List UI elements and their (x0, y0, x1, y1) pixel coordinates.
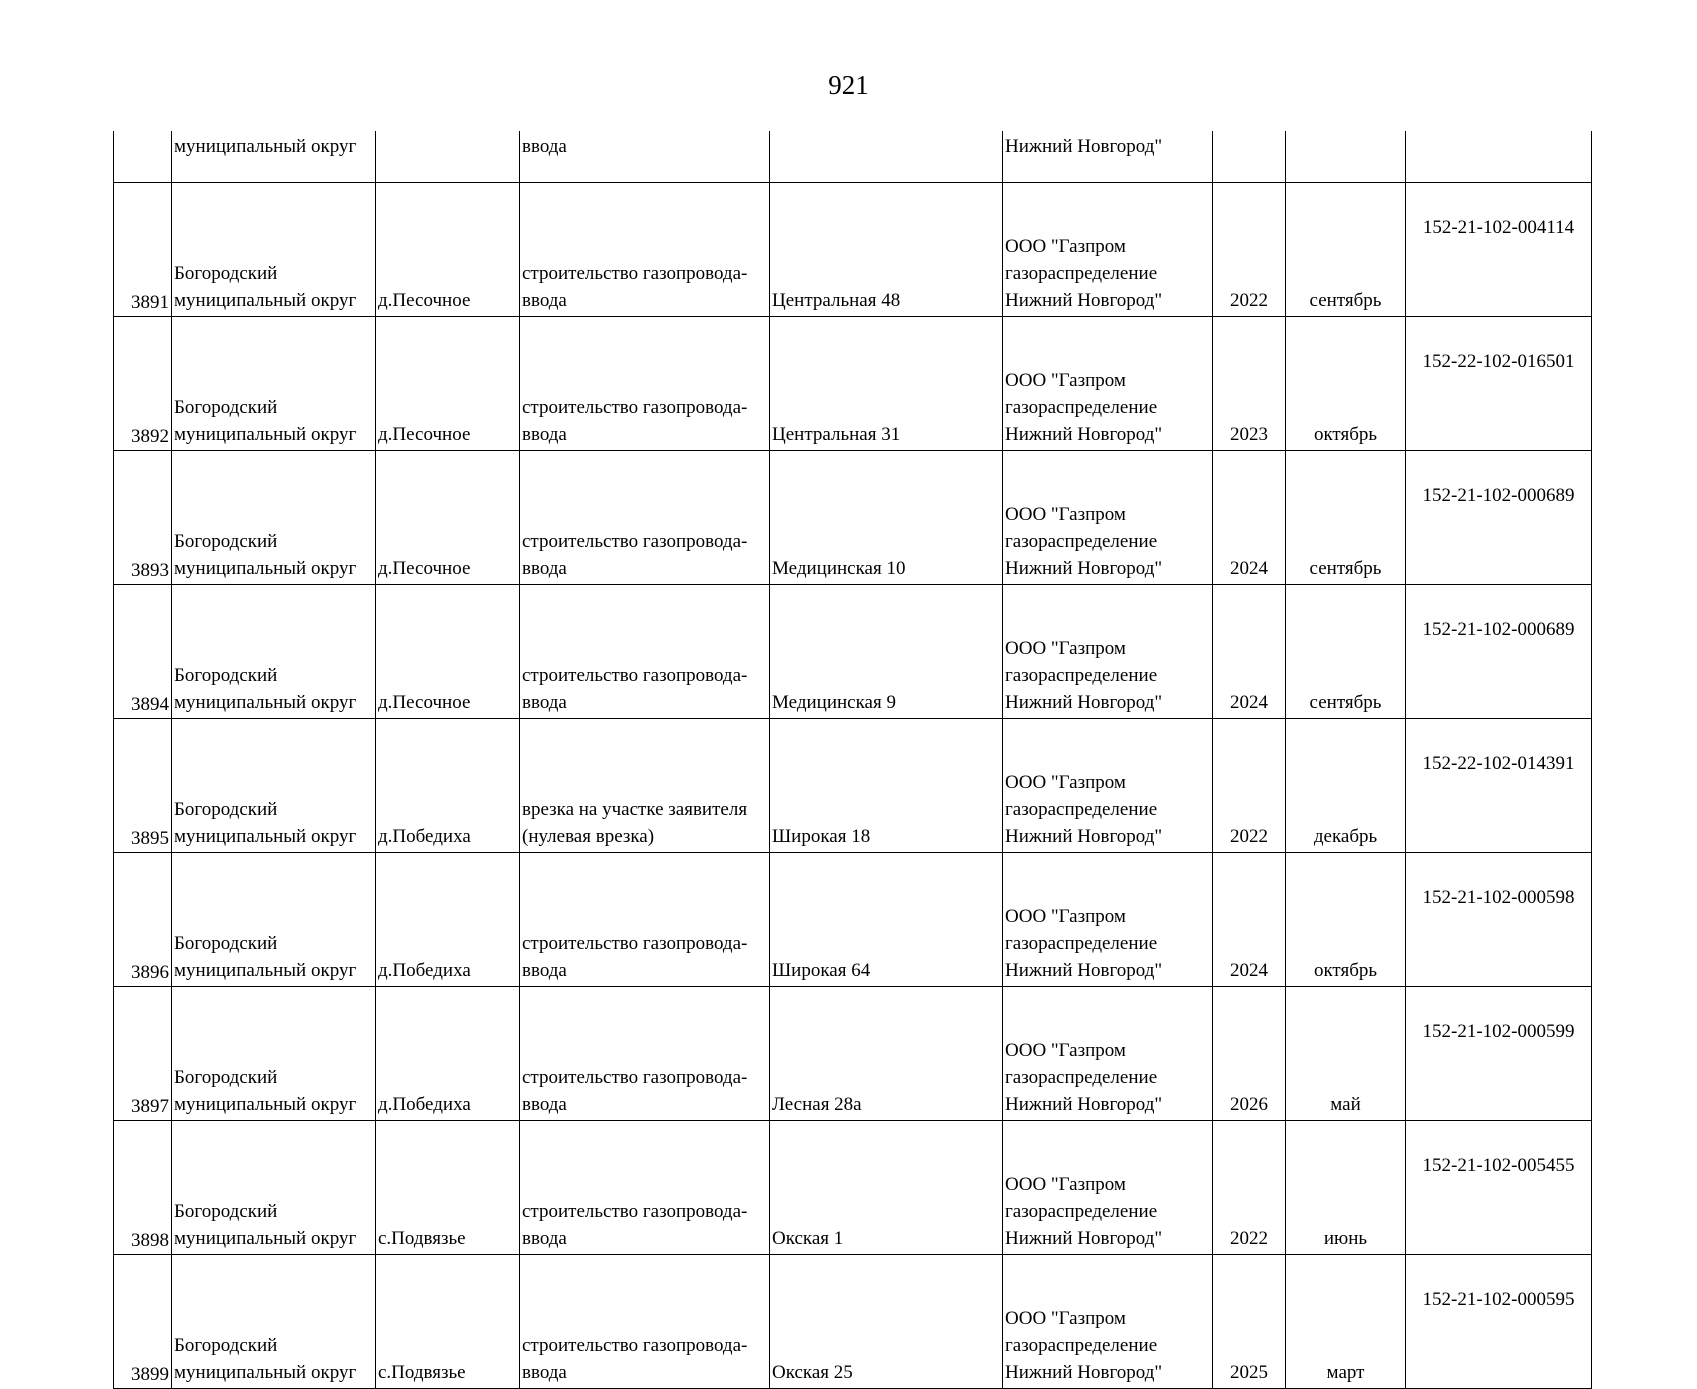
cell-org-line: Нижний Новгород" (1005, 558, 1163, 579)
cell-district-line: Богородский (174, 799, 278, 820)
cell-org: Нижний Новгород" (1003, 131, 1213, 183)
cell-code: 152-21-102-000599 (1406, 987, 1592, 1121)
cell-district: муниципальный округ (172, 131, 376, 183)
cell-district-line: Богородский (174, 263, 278, 284)
cell-locality: д.Песочное (376, 317, 520, 451)
cell-district (172, 1121, 376, 1255)
cell-org-line: газораспределение (1005, 397, 1158, 418)
cell-work-line: строительство газопровода- (522, 933, 748, 954)
cell-num: 3892 (114, 317, 172, 451)
cell-work-line: врезка на участке заявителя (522, 799, 748, 820)
cell-org-line: ООО "Газпром (1005, 638, 1126, 659)
cell-org-line: газораспределение (1005, 263, 1158, 284)
cell-month: сентябрь (1286, 585, 1406, 719)
cell-org-line: ООО "Газпром (1005, 504, 1126, 525)
cell-num: 3899 (114, 1255, 172, 1389)
cell-year: 2024 (1213, 585, 1286, 719)
cell-org (1003, 317, 1213, 451)
cell-org-line: газораспределение (1005, 1067, 1158, 1088)
cell-locality: с.Подвязье (376, 1255, 520, 1389)
cell-work-line: ввода (522, 692, 567, 713)
cell-work-line: строительство газопровода- (522, 531, 748, 552)
cell-year: 2025 (1213, 1255, 1286, 1389)
cell-work: ввода (520, 131, 770, 183)
cell-address: Окская 1 (770, 1121, 1003, 1255)
page-number: 921 (828, 70, 869, 100)
cell-org-line: ООО "Газпром (1005, 1308, 1126, 1329)
cell-district (172, 853, 376, 987)
cell-org-line: газораспределение (1005, 1335, 1158, 1356)
continuation-row (114, 131, 1592, 183)
cell-num: 3891 (114, 183, 172, 317)
cell-org-line: газораспределение (1005, 933, 1158, 954)
cell-org-line: газораспределение (1005, 799, 1158, 820)
cell-org-line: газораспределение (1005, 1201, 1158, 1222)
cell-locality: д.Песочное (376, 183, 520, 317)
cell-district-line: муниципальный округ (174, 1094, 357, 1115)
cell-org (1003, 451, 1213, 585)
cell-year: 2024 (1213, 853, 1286, 987)
cell-district-line: Богородский (174, 665, 278, 686)
table-row (114, 853, 1592, 987)
cell-address: Центральная 31 (770, 317, 1003, 451)
cell-month: декабрь (1286, 719, 1406, 853)
cell-address: Лесная 28а (770, 987, 1003, 1121)
cell-address: Широкая 64 (770, 853, 1003, 987)
cell-locality: д.Победиха (376, 853, 520, 987)
cell-district-line: Богородский (174, 933, 278, 954)
cell-work-line: строительство газопровода- (522, 1335, 748, 1356)
cell-work (520, 585, 770, 719)
cell-address: Медицинская 9 (770, 585, 1003, 719)
cell-district-line: муниципальный округ (174, 1362, 357, 1383)
cell-month (1286, 131, 1406, 183)
cell-org-line: Нижний Новгород" (1005, 692, 1163, 713)
cell-org-line: ООО "Газпром (1005, 1174, 1126, 1195)
cell-work-line: ввода (522, 424, 567, 445)
cell-org (1003, 585, 1213, 719)
cell-org (1003, 853, 1213, 987)
cell-address: Окская 25 (770, 1255, 1003, 1389)
cell-code: 152-22-102-016501 (1406, 317, 1592, 451)
cell-district-line: Богородский (174, 397, 278, 418)
cell-num: 3898 (114, 1121, 172, 1255)
cell-district-line: Богородский (174, 1335, 278, 1356)
cell-org-line: Нижний Новгород" (1005, 960, 1163, 981)
cell-district (172, 585, 376, 719)
cell-year: 2023 (1213, 317, 1286, 451)
cell-district-line: Богородский (174, 1067, 278, 1088)
cell-code: 152-21-102-000595 (1406, 1255, 1592, 1389)
cell-org-line: Нижний Новгород" (1005, 1362, 1163, 1383)
cell-work (520, 987, 770, 1121)
cell-org-line: Нижний Новгород" (1005, 290, 1163, 311)
cell-district (172, 451, 376, 585)
cell-org (1003, 987, 1213, 1121)
cell-work (520, 317, 770, 451)
cell-org-line: ООО "Газпром (1005, 772, 1126, 793)
cell-year: 2022 (1213, 183, 1286, 317)
cell-org-line: Нижний Новгород" (1005, 1094, 1163, 1115)
cell-work (520, 183, 770, 317)
cell-code: 152-21-102-000689 (1406, 585, 1592, 719)
table-row (114, 317, 1592, 451)
cell-address: Медицинская 10 (770, 451, 1003, 585)
cell-month: март (1286, 1255, 1406, 1389)
cell-district-line: муниципальный округ (174, 424, 357, 445)
cell-district-line: Богородский (174, 531, 278, 552)
cell-district-line: муниципальный округ (174, 1228, 357, 1249)
cell-work-line: ввода (522, 290, 567, 311)
cell-code: 152-21-102-000689 (1406, 451, 1592, 585)
cell-district (172, 1255, 376, 1389)
cell-month: октябрь (1286, 853, 1406, 987)
cell-org-line: ООО "Газпром (1005, 1040, 1126, 1061)
cell-org-line: газораспределение (1005, 531, 1158, 552)
cell-district-line: муниципальный округ (174, 826, 357, 847)
cell-year: 2022 (1213, 719, 1286, 853)
cell-month: октябрь (1286, 317, 1406, 451)
cell-num: 3893 (114, 451, 172, 585)
cell-locality: д.Песочное (376, 585, 520, 719)
cell-locality: д.Победиха (376, 987, 520, 1121)
cell-work (520, 451, 770, 585)
table-row (114, 1121, 1592, 1255)
cell-locality: д.Песочное (376, 451, 520, 585)
cell-org-line: Нижний Новгород" (1005, 1228, 1163, 1249)
cell-district-line: муниципальный округ (174, 960, 357, 981)
cell-district (172, 183, 376, 317)
table-row (114, 585, 1592, 719)
cell-org-line: Нижний Новгород" (1005, 826, 1163, 847)
cell-num: 3897 (114, 987, 172, 1121)
cell-locality: д.Победиха (376, 719, 520, 853)
cell-num: 3896 (114, 853, 172, 987)
cell-work-line: строительство газопровода- (522, 1201, 748, 1222)
table-row (114, 451, 1592, 585)
cell-work-line: строительство газопровода- (522, 1067, 748, 1088)
cell-code: 152-21-102-005455 (1406, 1121, 1592, 1255)
cell-year: 2026 (1213, 987, 1286, 1121)
cell-work-line: ввода (522, 1228, 567, 1249)
cell-code: 152-21-102-004114 (1406, 183, 1592, 317)
table-row (114, 183, 1592, 317)
cell-org-line: ООО "Газпром (1005, 236, 1126, 257)
cell-work (520, 1121, 770, 1255)
cell-address: Центральная 48 (770, 183, 1003, 317)
cell-work-line: строительство газопровода- (522, 263, 748, 284)
cell-district-line: Богородский (174, 1201, 278, 1222)
cell-month: июнь (1286, 1121, 1406, 1255)
table-row (114, 1255, 1592, 1389)
cell-district-line: муниципальный округ (174, 558, 357, 579)
cell-work-line: строительство газопровода- (522, 397, 748, 418)
cell-locality: с.Подвязье (376, 1121, 520, 1255)
cell-code (1406, 131, 1592, 183)
cell-address (770, 131, 1003, 183)
cell-work (520, 719, 770, 853)
gasification-table (113, 131, 1592, 1389)
cell-org-line: ООО "Газпром (1005, 906, 1126, 927)
cell-district-line: муниципальный округ (174, 692, 357, 713)
cell-work-line: строительство газопровода- (522, 665, 748, 686)
cell-org-line: газораспределение (1005, 665, 1158, 686)
cell-district-line: муниципальный округ (174, 290, 357, 311)
cell-code: 152-22-102-014391 (1406, 719, 1592, 853)
cell-district (172, 719, 376, 853)
cell-org (1003, 719, 1213, 853)
table-row (114, 987, 1592, 1121)
cell-num: 3894 (114, 585, 172, 719)
cell-locality (376, 131, 520, 183)
cell-month: сентябрь (1286, 183, 1406, 317)
cell-work-line: ввода (522, 960, 567, 981)
cell-work-line: (нулевая врезка) (522, 826, 655, 847)
cell-district (172, 987, 376, 1121)
cell-org-line: Нижний Новгород" (1005, 424, 1163, 445)
cell-work-line: ввода (522, 1362, 567, 1383)
cell-year: 2024 (1213, 451, 1286, 585)
cell-org (1003, 1121, 1213, 1255)
cell-org-line: ООО "Газпром (1005, 370, 1126, 391)
cell-work (520, 853, 770, 987)
cell-year (1213, 131, 1286, 183)
cell-district (172, 317, 376, 451)
cell-org (1003, 183, 1213, 317)
cell-work-line: ввода (522, 1094, 567, 1115)
cell-code: 152-21-102-000598 (1406, 853, 1592, 987)
cell-work-line: ввода (522, 558, 567, 579)
cell-work (520, 1255, 770, 1389)
cell-month: сентябрь (1286, 451, 1406, 585)
cell-num: 3895 (114, 719, 172, 853)
cell-num (114, 131, 172, 183)
cell-address: Широкая 18 (770, 719, 1003, 853)
cell-org (1003, 1255, 1213, 1389)
cell-year: 2022 (1213, 1121, 1286, 1255)
table-row (114, 719, 1592, 853)
cell-month: май (1286, 987, 1406, 1121)
